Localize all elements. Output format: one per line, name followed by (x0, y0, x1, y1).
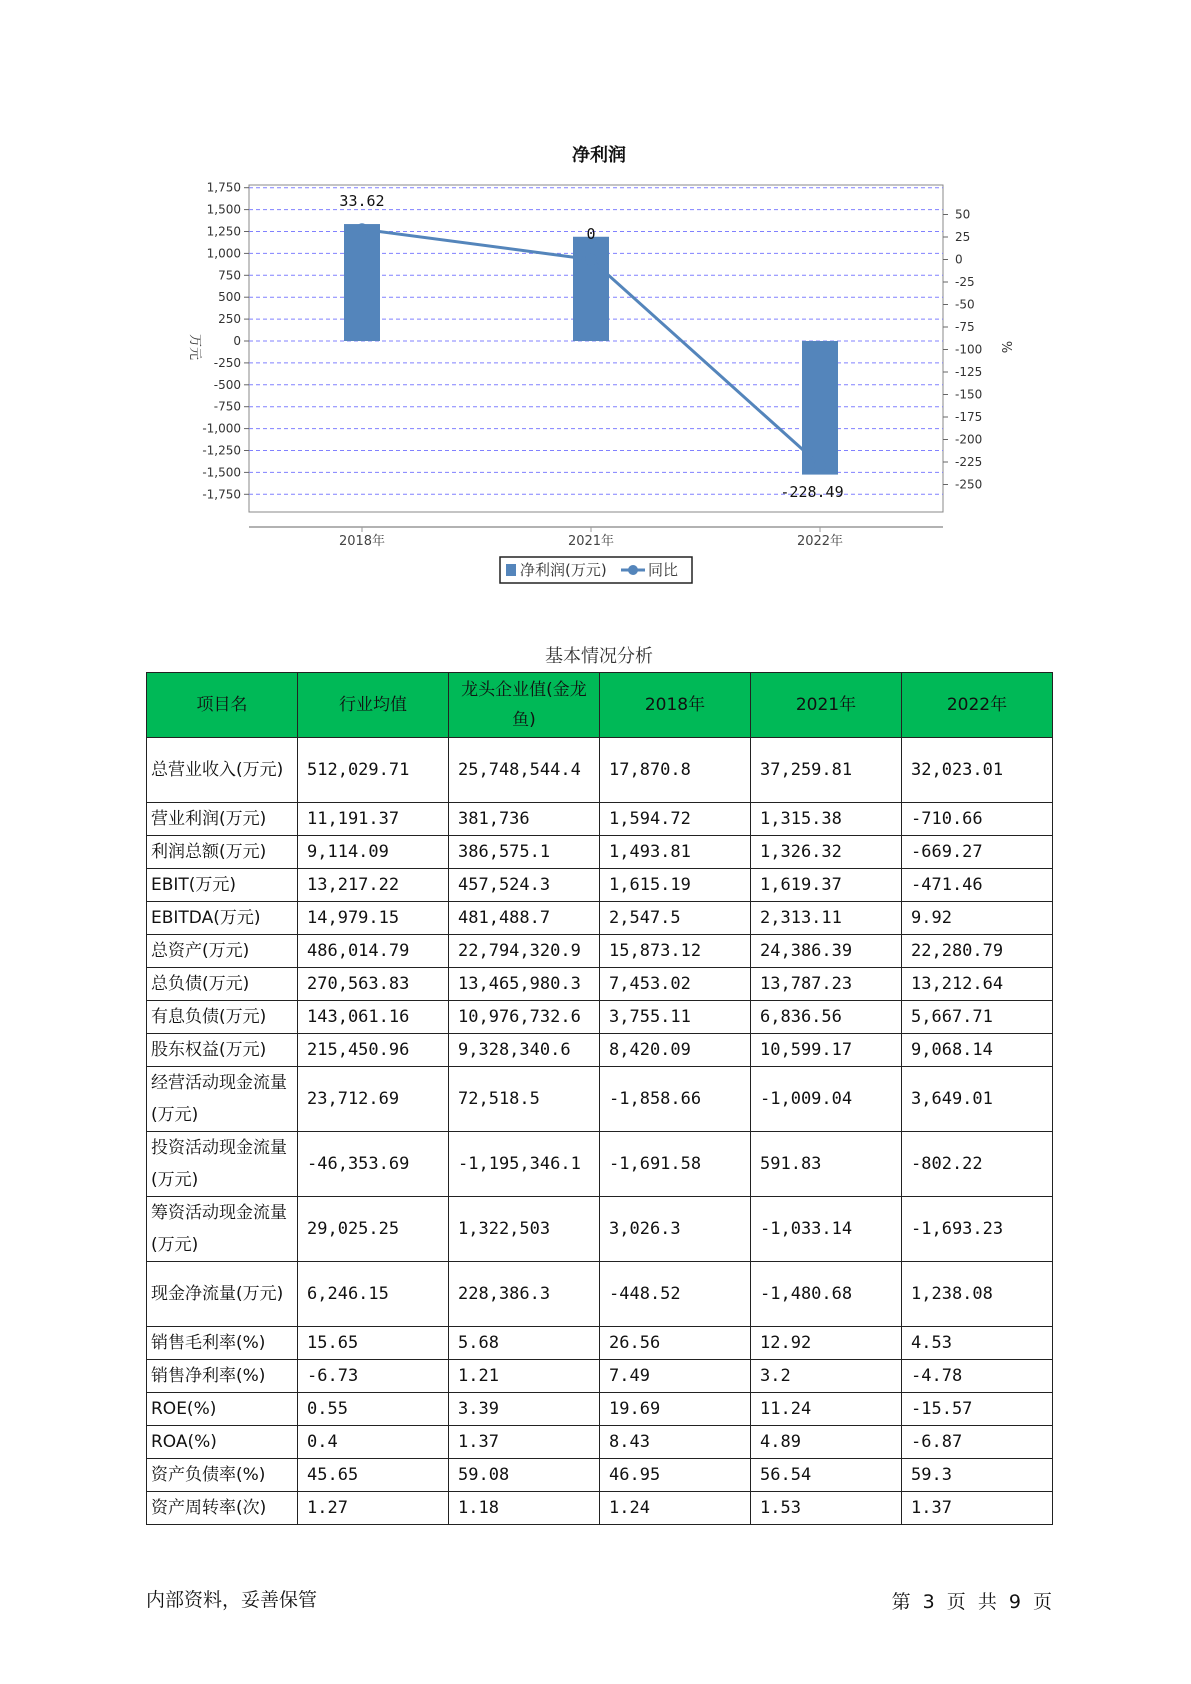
x-tick-label: 2022年 (796, 534, 844, 549)
x-tick-label: 2021年 (567, 534, 615, 549)
left-tick-label: -500 (213, 377, 241, 392)
table-row (147, 1393, 1053, 1426)
table-cell: 6,836.56 (751, 1001, 902, 1034)
table-cell: 1.53 (751, 1492, 902, 1525)
table-cell: 19.69 (600, 1393, 751, 1426)
header-2018: 2018年 (600, 673, 751, 738)
yoy-point (814, 459, 826, 471)
right-tick-label: -225 (955, 455, 983, 469)
header-industry-avg: 行业均值 (298, 673, 449, 738)
table-cell: 10,976,732.6 (449, 1001, 600, 1034)
table-row (147, 1001, 1053, 1034)
table-cell: 1,619.37 (751, 869, 902, 902)
left-tick-label: -750 (213, 399, 241, 414)
right-tick-label: -75 (955, 320, 975, 334)
table-cell: 24,386.39 (751, 935, 902, 968)
table-cell: 0.4 (298, 1426, 449, 1459)
net-profit-chart (0, 0, 1191, 600)
right-tick-label: -25 (955, 275, 975, 289)
footer-confidential-note: 内部资料，妥善保管 (146, 1589, 318, 1611)
basic-analysis-table (146, 672, 1053, 1525)
table-cell: 1,615.19 (600, 869, 751, 902)
table-cell: 5.68 (449, 1327, 600, 1360)
table-cell: 11.24 (751, 1393, 902, 1426)
table-cell: 486,014.79 (298, 935, 449, 968)
y-left-label: 万元 (187, 333, 202, 361)
table-cell: 59.3 (902, 1459, 1053, 1492)
table-cell: 143,061.16 (298, 1001, 449, 1034)
left-tick-label: -1,500 (202, 465, 241, 480)
table-cell: -669.27 (902, 836, 1053, 869)
table-cell: -1,033.14 (751, 1197, 902, 1262)
row-label-cell: ROE(%) (147, 1393, 298, 1426)
row-label-cell: 资产周转率(次) (147, 1492, 298, 1525)
table-cell: 11,191.37 (298, 803, 449, 836)
table-cell: -710.66 (902, 803, 1053, 836)
left-tick-label: 1,250 (206, 224, 241, 239)
table-cell: 25,748,544.4 (449, 738, 600, 803)
table-body (147, 738, 1053, 1525)
bar-2021年 (573, 237, 609, 341)
table-cell: 228,386.3 (449, 1262, 600, 1327)
table-cell: 1,326.32 (751, 836, 902, 869)
right-axis (943, 208, 982, 492)
table-row (147, 902, 1053, 935)
row-label-cell: 总负债(万元) (147, 968, 298, 1001)
table-cell: 13,465,980.3 (449, 968, 600, 1001)
header-item-name: 项目名 (147, 673, 298, 738)
row-label-cell: 营业利润(万元) (147, 803, 298, 836)
yoy-data-label: 0 (586, 225, 596, 243)
legend-bar-swatch (506, 564, 516, 576)
yoy-point (585, 254, 597, 266)
row-label-cell: EBIT(万元) (147, 869, 298, 902)
right-tick-label: 0 (955, 252, 963, 267)
table-row (147, 935, 1053, 968)
table-cell: 3.2 (751, 1360, 902, 1393)
table-cell: 2,313.11 (751, 902, 902, 935)
table-row (147, 803, 1053, 836)
table-cell: 7,453.02 (600, 968, 751, 1001)
table-cell: 1,238.08 (902, 1262, 1053, 1327)
table-header-row (147, 673, 1053, 738)
table-cell: 512,029.71 (298, 738, 449, 803)
table-cell: 381,736 (449, 803, 600, 836)
left-tick-label: 1,000 (206, 246, 241, 261)
table-cell: 3,026.3 (600, 1197, 751, 1262)
right-tick-label: -150 (955, 387, 983, 402)
footer-page-number: 第 3 页 共 9 页 (891, 1591, 1052, 1613)
table-cell: 9,328,340.6 (449, 1034, 600, 1067)
table-cell: 1.21 (449, 1360, 600, 1393)
table-cell: 1,315.38 (751, 803, 902, 836)
table-cell: 481,488.7 (449, 902, 600, 935)
legend-bar-label: 净利润(万元) (520, 561, 607, 579)
left-tick-label: 1,500 (206, 202, 241, 217)
row-label-cell: EBITDA(万元) (147, 902, 298, 935)
table-cell: 15,873.12 (600, 935, 751, 968)
table-cell: 37,259.81 (751, 738, 902, 803)
table-cell: 10,599.17 (751, 1034, 902, 1067)
row-label-cell: 销售毛利率(%) (147, 1327, 298, 1360)
table-cell: -15.57 (902, 1393, 1053, 1426)
table-row (147, 738, 1053, 803)
table-cell: 2,547.5 (600, 902, 751, 935)
table-cell: 3,755.11 (600, 1001, 751, 1034)
table-cell: 72,518.5 (449, 1067, 600, 1132)
left-tick-label: -1,750 (202, 487, 241, 502)
left-tick-label: 750 (218, 268, 241, 283)
right-tick-label: -100 (955, 342, 983, 357)
right-tick-label: -50 (955, 297, 975, 312)
header-2022: 2022年 (902, 673, 1053, 738)
row-label-cell: 有息负债(万元) (147, 1001, 298, 1034)
table-cell: 12.92 (751, 1327, 902, 1360)
table-cell: -6.73 (298, 1360, 449, 1393)
header-2021: 2021年 (751, 673, 902, 738)
table-cell: 3,649.01 (902, 1067, 1053, 1132)
table-cell: 23,712.69 (298, 1067, 449, 1132)
table-cell: 29,025.25 (298, 1197, 449, 1262)
legend-line-label: 同比 (648, 561, 679, 579)
table-cell: -448.52 (600, 1262, 751, 1327)
row-label-cell: 利润总额(万元) (147, 836, 298, 869)
table-cell: 22,794,320.9 (449, 935, 600, 968)
left-tick-label: 500 (218, 290, 241, 305)
right-tick-label: -250 (955, 477, 983, 492)
table-cell: 46.95 (600, 1459, 751, 1492)
left-tick-label: 1,750 (206, 180, 241, 195)
table-caption: 基本情况分析 (545, 646, 653, 667)
row-label-cell: ROA(%) (147, 1426, 298, 1459)
row-label-cell: 现金净流量(万元) (147, 1262, 298, 1327)
right-tick-label: -125 (955, 365, 983, 379)
table-cell: -1,480.68 (751, 1262, 902, 1327)
right-tick-label: 50 (955, 207, 971, 222)
left-tick-label: -1,000 (202, 421, 241, 436)
table-cell: 9.92 (902, 902, 1053, 935)
table-cell: -6.87 (902, 1426, 1053, 1459)
table-cell: -471.46 (902, 869, 1053, 902)
table-cell: 26.56 (600, 1327, 751, 1360)
table-cell: 32,023.01 (902, 738, 1053, 803)
line-series (339, 192, 843, 501)
left-tick-label: -1,250 (202, 443, 241, 458)
table-cell: -802.22 (902, 1132, 1053, 1197)
table-row (147, 968, 1053, 1001)
table-row (147, 1327, 1053, 1360)
yoy-data-label: 33.62 (339, 192, 385, 210)
table-cell: 386,575.1 (449, 836, 600, 869)
table-cell: 457,524.3 (449, 869, 600, 902)
table-cell: 56.54 (751, 1459, 902, 1492)
chart-legend (500, 557, 692, 583)
table-cell: 13,212.64 (902, 968, 1053, 1001)
table-row (147, 869, 1053, 902)
row-label-cell: 筹资活动现金流量(万元) (147, 1197, 298, 1262)
table-cell: 1.27 (298, 1492, 449, 1525)
table-row (147, 1034, 1053, 1067)
table-row (147, 1197, 1053, 1262)
right-tick-label: -175 (955, 410, 983, 424)
table-cell: -1,693.23 (902, 1197, 1053, 1262)
row-label-cell: 投资活动现金流量(万元) (147, 1132, 298, 1197)
yoy-data-label: -228.49 (780, 483, 844, 501)
table-cell: 17,870.8 (600, 738, 751, 803)
table-cell: -1,691.58 (600, 1132, 751, 1197)
table-cell: -1,858.66 (600, 1067, 751, 1132)
table-row (147, 1360, 1053, 1393)
left-axis (202, 181, 249, 502)
table-cell: 13,787.23 (751, 968, 902, 1001)
table-cell: 3.39 (449, 1393, 600, 1426)
y-right-label: % (998, 340, 1013, 354)
legend-line-marker (628, 565, 638, 575)
table-cell: 1,594.72 (600, 803, 751, 836)
table-cell: 0.55 (298, 1393, 449, 1426)
table-cell: 591.83 (751, 1132, 902, 1197)
table-cell: -1,009.04 (751, 1067, 902, 1132)
table-cell: 4.53 (902, 1327, 1053, 1360)
table-cell: 15.65 (298, 1327, 449, 1360)
table-cell: 215,450.96 (298, 1034, 449, 1067)
x-axis (249, 527, 943, 549)
table-cell: 1,493.81 (600, 836, 751, 869)
table-row (147, 1426, 1053, 1459)
left-tick-label: 250 (218, 312, 241, 327)
table-cell: -46,353.69 (298, 1132, 449, 1197)
table-cell: 1.24 (600, 1492, 751, 1525)
right-tick-label: -200 (955, 432, 983, 447)
x-tick-label: 2018年 (338, 534, 386, 549)
table-cell: 6,246.15 (298, 1262, 449, 1327)
right-tick-label: 25 (955, 230, 971, 244)
table-row (147, 1132, 1053, 1197)
table-cell: 1.37 (902, 1492, 1053, 1525)
row-label-cell: 经营活动现金流量(万元) (147, 1067, 298, 1132)
row-label-cell: 资产负债率(%) (147, 1459, 298, 1492)
table-row (147, 1067, 1053, 1132)
table-cell: 1,322,503 (449, 1197, 600, 1262)
row-label-cell: 总资产(万元) (147, 935, 298, 968)
table-cell: 22,280.79 (902, 935, 1053, 968)
table-cell: 5,667.71 (902, 1001, 1053, 1034)
table-cell: 270,563.83 (298, 968, 449, 1001)
left-tick-label: 0 (233, 334, 241, 348)
table-cell: 45.65 (298, 1459, 449, 1492)
chart-title: 净利润 (572, 145, 626, 166)
row-label-cell: 股东权益(万元) (147, 1034, 298, 1067)
table-cell: 1.18 (449, 1492, 600, 1525)
left-tick-label: -250 (213, 355, 241, 370)
table-row (147, 1492, 1053, 1525)
row-label-cell: 销售净利率(%) (147, 1360, 298, 1393)
table-cell: 1.37 (449, 1426, 600, 1459)
table-cell: 13,217.22 (298, 869, 449, 902)
table-cell: 4.89 (751, 1426, 902, 1459)
yoy-point (356, 223, 368, 235)
table-row (147, 1459, 1053, 1492)
table-cell: 8,420.09 (600, 1034, 751, 1067)
table-cell: 8.43 (600, 1426, 751, 1459)
bar-2018年 (344, 224, 380, 341)
table-row (147, 1262, 1053, 1327)
table-cell: -1,195,346.1 (449, 1132, 600, 1197)
table-cell: 7.49 (600, 1360, 751, 1393)
chart-svg (0, 0, 1191, 600)
table-cell: 59.08 (449, 1459, 600, 1492)
table-cell: 9,068.14 (902, 1034, 1053, 1067)
table-row (147, 836, 1053, 869)
header-leader-value: 龙头企业值(金龙鱼) (449, 673, 600, 738)
table-cell: 9,114.09 (298, 836, 449, 869)
table-cell: 14,979.15 (298, 902, 449, 935)
row-label-cell: 总营业收入(万元) (147, 738, 298, 803)
table-cell: -4.78 (902, 1360, 1053, 1393)
